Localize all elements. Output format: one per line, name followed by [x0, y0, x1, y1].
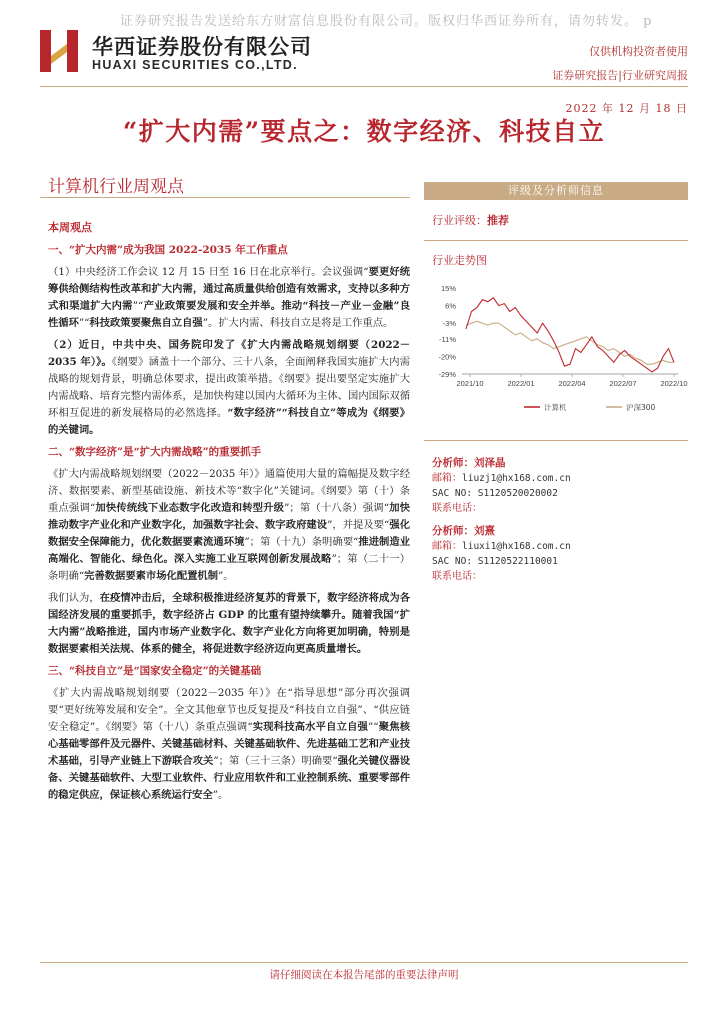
text-run: ”；第（十九）条明确要“ — [244, 536, 359, 548]
y-tick-label: -20% — [438, 352, 456, 362]
text-run: 《扩大内需战略规划纲要（2022－2035 年）》通篇使用大量的篇幅提及数字经济、数据要素、新型基础设施、新技术等“数字化”关键词。《纲要》第（十）条重点强调“ — [48, 468, 410, 514]
text-run: 要更好统筹供给侧结构性改革和扩大内需，通过高质量供给创造有效需求，支持以多种方式和渠道扩大内需 — [48, 266, 411, 312]
text-run: “数字经济”“科技自立”等成为《纲要》的关键词。 — [48, 407, 410, 436]
section-heading: 计算机行业周观点 — [48, 177, 184, 197]
y-tick-label: -3% — [442, 319, 456, 329]
audience-note: 仅供机构投资者使用 — [589, 45, 688, 58]
text-run: 《纲要》涵盖十一个部分、三十八条，全面阐释我国实施扩大内需战略的规划背景，明确总体要求，提出政策举措。《纲要》提出要坚定实施扩大内需战略、培育完整内需体系，是加快构建以国内大循环为主体、国内国际双循环相互促进的新发展格局的必然选择。 — [48, 356, 410, 419]
huaxi-logo-icon — [40, 30, 78, 72]
analyst-1-sac: SAC NO: S1120520020002 — [432, 488, 558, 499]
analyst-1 — [432, 456, 571, 516]
text-run: 产业政策要发展和安全并举。推动“科技－产业－金融”良性循环 — [48, 300, 410, 329]
point-heading-3: 三、“科技自立”是“国家安全稳定”的关键基础 — [48, 665, 262, 677]
paragraph-3 — [48, 466, 410, 585]
company-name-en: HUAXI SECURITIES CO.,LTD. — [92, 58, 298, 72]
x-tick-label: 2022/07 — [609, 379, 637, 388]
text-run: 我们认为， — [48, 592, 100, 604]
text-run: 《扩大内需战略规划纲要（2022－2035 年）》在“指导思想”部分再次强调要“更好统筹发展和安全”。全文其他章节也反复提及“科技自立自强”、“供应链安全稳定”。《纲要》第（十八）条重点强调“ — [48, 687, 410, 733]
analyst-2-email[interactable]: liuxi1@hx168.com.cn — [462, 541, 571, 552]
text-run: ”“ — [368, 721, 379, 733]
text-run: 实现科技高水平自立自强 — [252, 721, 369, 733]
analyst-2-name: 分析师：刘熹 — [432, 525, 495, 537]
text-run: 强化数据安全保障能力，优化数据要素流通环境 — [48, 519, 411, 548]
analyst-1-email[interactable]: liuzj1@hx168.com.cn — [462, 473, 571, 484]
text-run: ”；第（三十三条）明确要“ — [213, 755, 338, 767]
x-tick-label: 2022/01 — [507, 379, 535, 388]
footer-divider — [40, 962, 688, 963]
report-date: 2022 年 12 月 18 日 — [565, 102, 688, 115]
text-run: 聚焦核心基础零部件及元器件、关键基础材料、关键基础软件、先进基础工艺和产业技术基础，引导产业链上下游联合攻关 — [48, 721, 410, 767]
legal-footer: 请仔细阅读在本报告尾部的重要法律声明 — [269, 969, 459, 981]
text-run: 强化关键仪器设备、关键基础软件、大型工业软件、行业应用软件和工业控制系统、重要零部件的稳定供应，保证核心系统运行安全 — [48, 755, 411, 801]
text-run: （1）中央经济工作会议 12 月 15 日至 16 日在北京举行。会议强调“ — [48, 266, 369, 278]
analyst-2-sac: SAC NO: S1120522110001 — [432, 556, 558, 567]
text-run: ”“ — [132, 300, 144, 312]
text-run: ”。扩大内需、科技自立是将是工作重点。 — [202, 317, 394, 329]
header-divider — [40, 86, 688, 87]
text-run: 推进制造业高端化、智能化、绿色化。深入实施工业互联网创新发展战略 — [48, 536, 411, 565]
watermark: 证券研究报告发送给东方财富信息股份有限公司。版权归华西证券所有，请勿转发。 p — [120, 14, 653, 29]
x-tick-label: 2022/04 — [558, 379, 586, 388]
analyst-2 — [432, 524, 571, 584]
sidebar-title: 评级及分析师信息 — [424, 182, 688, 200]
chart-label: 行业走势图 — [432, 254, 487, 267]
text-run: ”，并提及要“ — [327, 519, 390, 531]
analyst-2-email-label: 邮箱： — [432, 541, 462, 552]
text-run: ”“ — [78, 317, 90, 329]
point-heading-1: 一、“扩大内需”成为我国 2022-2035 年工作重点 — [48, 244, 288, 256]
analyst-1-email-label: 邮箱： — [432, 473, 462, 484]
company-name-cn: 华西证券股份有限公司 — [92, 35, 312, 59]
text-run: 完善数据要素市场化配置机制 — [84, 570, 219, 582]
rating-row — [424, 200, 688, 228]
y-tick-label: 15% — [440, 284, 456, 293]
rating-value: 推荐 — [487, 214, 509, 227]
analyst-2-phone: 联系电话： — [432, 571, 482, 582]
legend-label: 沪深300 — [626, 403, 656, 412]
y-tick-label: 6% — [445, 301, 456, 311]
y-tick-label: -29% — [438, 370, 456, 379]
text-run: ”；第（十八条）强调“ — [284, 502, 390, 514]
chart-label-row — [424, 241, 688, 268]
legend-label: 计算机 — [544, 403, 567, 412]
text-run: ”；第（二十一）条明确“ — [48, 553, 411, 582]
paragraph-1 — [48, 264, 410, 332]
text-run: 在疫情冲击后，全球积极推进经济复苏的背景下，数字经济将成为各国经济发展的重要抓手，数字经济占 GDP 的比重有望持续攀升。随着我国“扩大内需”战略推进，国内市场产业数字化、数字产业化方向将更加明确，特别是数据要素相关法规、体系的健全，将促进数字经济迈向更高质量增长。 — [48, 592, 411, 655]
text-run: ”。 — [218, 570, 234, 582]
y-tick-label: -11% — [439, 334, 456, 344]
sidebar-divider-2 — [424, 440, 688, 441]
text-run: 加快推动数字产业化和产业数字化，加强数字社会、数字政府建设 — [48, 502, 411, 531]
section-divider — [40, 197, 410, 198]
report-title: “扩大内需”要点之：数字经济、科技自立 — [122, 117, 606, 146]
rating-sidebar — [424, 182, 688, 268]
industry-trend-chart — [424, 282, 688, 422]
paragraph-4 — [48, 590, 410, 658]
paragraph-5 — [48, 685, 410, 804]
text-run: 加快传统线下业态数字化改造和转型升级 — [95, 502, 285, 514]
analyst-1-name: 分析师：刘泽晶 — [432, 457, 506, 469]
series-line-hs300 — [466, 321, 674, 364]
paragraph-2 — [48, 337, 410, 439]
rating-label: 行业评级： — [432, 214, 487, 227]
text-run: （2）近日，中共中央、国务院印发了《扩大内需战略规划纲要（2022－2035 年）》。 — [48, 339, 410, 368]
text-run: 科技政策要聚焦自立自强 — [89, 317, 203, 329]
weekly-view-heading: 本周观点 — [48, 221, 92, 234]
x-tick-label: 2021/10 — [456, 379, 484, 388]
point-heading-2: 二、“数字经济”是“扩大内需战略”的重要抓手 — [48, 446, 262, 458]
text-run: ”。 — [212, 789, 229, 801]
analyst-1-phone: 联系电话： — [432, 503, 482, 514]
x-tick-label: 2022/10 — [660, 379, 688, 388]
main-content — [48, 219, 410, 809]
report-type: 证券研究报告|行业研究周报 — [552, 69, 688, 82]
